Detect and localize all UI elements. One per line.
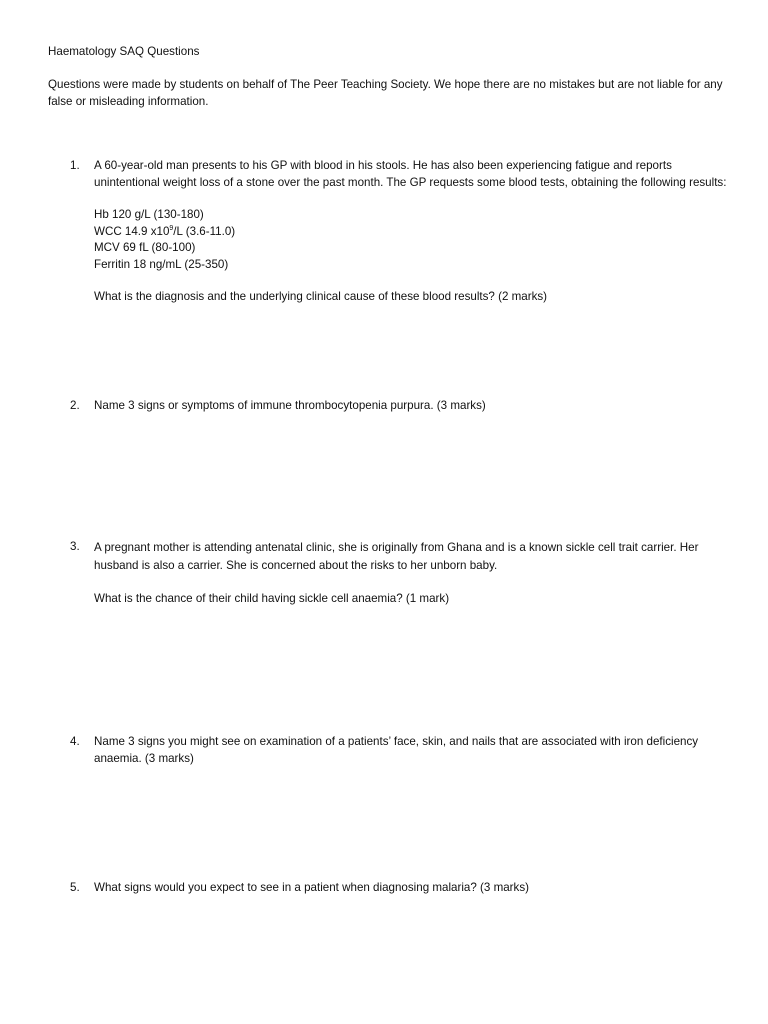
result-wcc-unit: /L (3.6-11.0) [173, 224, 236, 238]
question-5 [70, 880, 730, 897]
question-text: Name 3 signs or symptoms of immune thrombocytopenia purpura. (3 marks) [94, 399, 486, 412]
result-wcc [94, 224, 730, 241]
question-body [94, 539, 730, 608]
question-number: 3. [70, 540, 80, 553]
result-wcc-exponent: 9 [169, 224, 174, 232]
question-text: Name 3 signs you might see on examination of a patients’ face, skin, and nails that are associated with iron deficiency anaemia. (3 marks) [94, 735, 699, 765]
question-text: A 60-year-old man presents to his GP with blood in his stools. He has also been experiencing fatigue and reports unintentional weight loss of a stone over the past month. The GP requests some blood tests, obtaining the following results: [94, 159, 727, 189]
question-text: A pregnant mother is attending antenatal clinic, she is originally from Ghana and is a known sickle cell trait carrier. Her husband is also a carrier. She is concerned about the risks to her unborn baby. [94, 541, 699, 572]
blood-results [94, 207, 730, 273]
question-4 [70, 734, 730, 767]
question-number: 5. [70, 881, 80, 894]
result-hb: Hb 120 g/L (130-180) [94, 208, 204, 221]
question-body [94, 158, 730, 306]
question-prompt: What is the diagnosis and the underlying clinical cause of these blood results? (2 marks) [94, 290, 548, 303]
question-body [94, 734, 730, 767]
question-text: What signs would you expect to see in a patient when diagnosing malaria? (3 marks) [94, 881, 529, 894]
question-body [94, 880, 730, 897]
question-2 [70, 398, 730, 415]
question-3 [70, 539, 730, 608]
question-number: 4. [70, 735, 80, 748]
question-prompt: What is the chance of their child having sickle cell anaemia? (1 mark) [94, 592, 450, 605]
document-intro: Questions were made by students on behalf of The Peer Teaching Society. We hope there are no mistakes but are not liable for any false or misleading information. [48, 78, 723, 108]
result-wcc-value: WCC 14.9 x10 [94, 224, 170, 238]
question-number: 1. [70, 159, 80, 172]
document-title: Haematology SAQ Questions [48, 45, 200, 58]
result-ferritin: Ferritin 18 ng/mL (25-350) [94, 257, 229, 271]
result-mcv: MCV 69 fL (80-100) [94, 241, 196, 254]
question-body [94, 398, 730, 415]
question-number: 2. [70, 399, 80, 412]
question-1 [70, 158, 730, 306]
